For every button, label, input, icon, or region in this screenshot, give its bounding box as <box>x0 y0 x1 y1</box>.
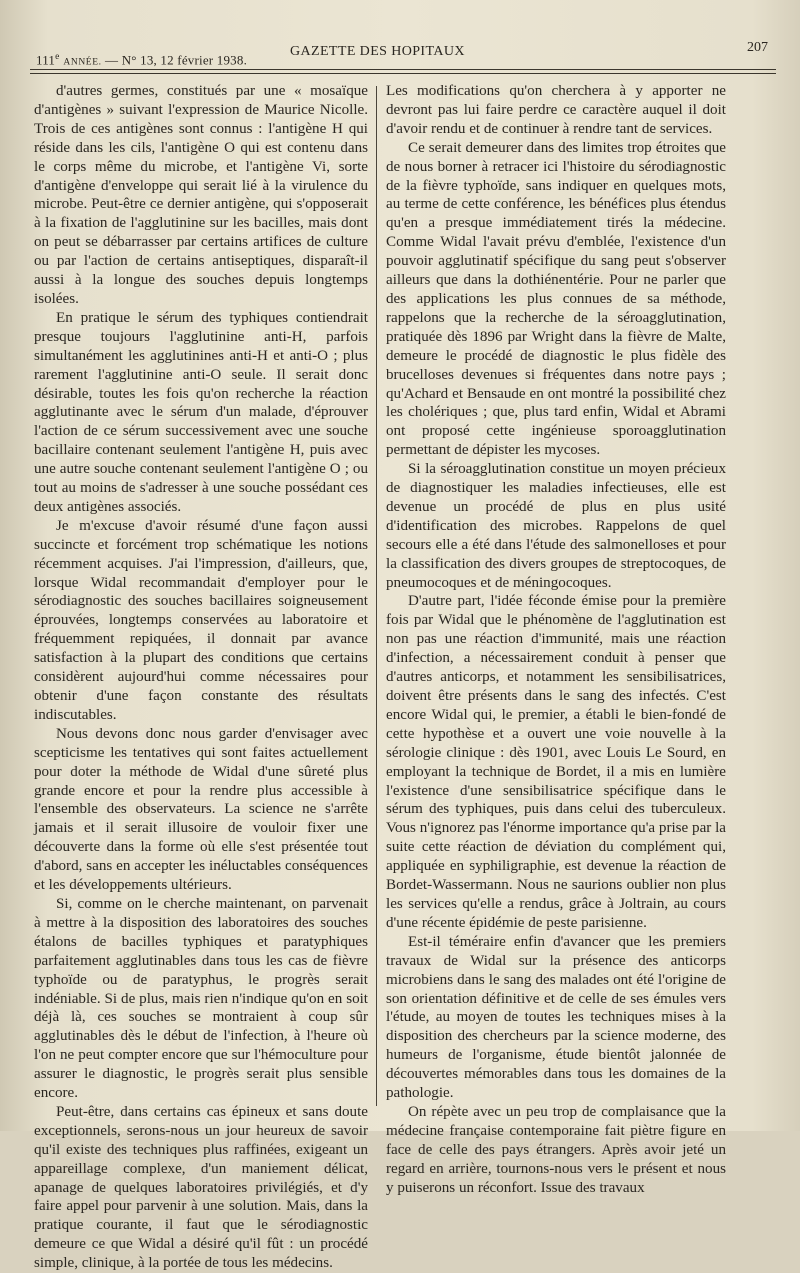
paragraph: Nous devons donc nous garder d'envisager avec scepticisme les tentatives qui sont faites actuellement pour doter la méthode de Widal d'une sûreté plus grande encore et pour la rendre plus accessible à l'ensemble des observateurs. La science ne s'arrête jamais et il serait illusoire de vouloir fixer une découverte dans la forme où elle s'est présentée tout d'abord, sans en accepter les inéluctables conséquences et les développements ultérieurs. <box>34 725 368 894</box>
paragraph: Est-il téméraire enfin d'avancer que les premiers travaux de Widal sur la présence des anticorps microbiens dans le sang des malades ont été l'origine de son orientation définitive et de celle de ses émules vers l'étude, au moyen de toutes les techniques mises à la disposition des chercheurs par la science moderne, des humeurs de l'organisme, étude bientôt jalonnée de découvertes mémorables dans tous les domaines de la pathologie. <box>386 933 726 1102</box>
header-rule <box>30 69 776 70</box>
column-divider <box>376 86 377 1106</box>
year-sup: e <box>55 52 60 62</box>
paragraph: Les modifications qu'on cherchera à y apporter ne devront pas lui faire perdre ce caractère auquel il doit d'avoir rendu et de continuer à rendre tant de services. <box>386 83 726 137</box>
paragraph: En pratique le sérum des typhiques contiendrait presque toujours l'agglutinine anti-H, parfois simultanément les agglutinines anti-H et anti-O ; plus rarement l'agglutinine anti-O seule. Il serait donc désirable, toutes les fois qu'on recherche la réaction agglutinante avec le sérum d'un malade, d'éprouver l'action de ce sérum successivement avec une souche bacillaire contenant seulement l'antigène H, puis avec une autre souche contenant seulement l'antigène O ; ou tout au moins de s'adresser à une souche possédant ces deux antigènes associés. <box>34 309 368 515</box>
running-head <box>28 40 778 70</box>
paragraph: Ce serait demeurer dans des limites trop étroites que de nous borner à retracer ici l'histoire du sérodiagnostic de la fièvre typhoïde, sans indiquer en quelques mots, au terme de cette conférence, les bénéfices plus étendus qu'en a presque immédiatement tirés la médecine. Comme Widal l'avait prévu d'emblée, l'existence d'un pouvoir agglutinatif spécifique du sang peut s'observer ailleurs que dans la dothiénentérie. Pour ne parler que des applications les plus connues de sa méthode, rappelons que la recherche de la séroagglutination, pratiquée dès 1896 par Wright dans la fièvre de Malte, demeure le procédé de diagnostic le plus fidèle des brucelloses devenues si fréquentes dans notre pays ; qu'Achard et Bensaude en ont montré la possibilité chez les cholériques ; que, plus tard enfin, Widal et Abrami ont proposé cette ingénieuse sporoagglutination permettant de dépister les mycoses. <box>386 139 726 459</box>
paragraph: Si la séroagglutination constitue un moyen précieux de diagnostiquer les maladies infectieuses, elle est devenue un procédé de plus en plus usité d'identification des microbes. Rappelons de quel secours elle a été dans l'étude des salmonelloses et pour la classification des divers groupes de streptocoques, de pneumocoques et de méningocoques. <box>386 461 726 591</box>
page-number: 207 <box>747 40 768 55</box>
paragraph: d'autres germes, constitués par une « mosaïque d'antigènes » suivant l'expression de Maurice Nicolle. Trois de ces antigènes sont connus : l'antigène H qui réside dans les cils, l'antigène O qui est contenu dans le corps même du microbe, et l'antigène Vi, sorte d'antigène d'enveloppe qui serait lié à la virulence du microbe. Peut-être ce dernier antigène, qui s'opposerait à la fixation de l'agglutinine sur les bacilles, mais dont on peut se débarrasser par certains artifices de culture ou par l'action de certains antiseptiques, disparaît-il aussi à la longue des souches depuis longtemps isolées. <box>34 83 368 307</box>
paragraph: Peut-être, dans certains cas épineux et sans doute exceptionnels, serons-nous un jour heureux de savoir qu'il existe des techniques plus raffinées, exigeant un appareillage complexe, d'un maniement délicat, apanage de quelques laboratoires privilégiés, et d'y faire appel pour parvenir à une solution. Mais, dans la pratique courante, il faut que le sérodiagnostic demeure ce que Widal a désiré qu'il fût : un procédé simple, clinique, à la portée de tous les médecins. <box>34 1103 368 1272</box>
issue-date: — N° 13, 12 février 1938. <box>105 52 248 68</box>
paragraph: D'autre part, l'idée féconde émise pour la première fois par Widal que le phénomène de l'agglutination est non pas une réaction d'immunité, mais une réaction d'infection, a nécessairement conduit à penser que d'autres anticorps, et notamment les sensibilisatrices, doivent être présents dans le sang des infectés. C'est encore Widal qui, le premier, a établi le bien-fondé de cette hypothèse et a ouvert une voie nouvelle à la sérologie clinique : dès 1901, avec Louis Le Sourd, en employant la technique de Bordet, il a mis en lumière l'existence d'une sensibilisatrice spécifique dans le sérum des typhiques, puis dans celui des tuberculeux. Vous n'ignorez pas l'énorme importance qu'a prise par la suite cette réaction de déviation du complément qui, appliquée en syphiligraphie, est devenue la réaction de Bordet-Wassermann. Nous ne saurions oublier non plus les services qu'elle a rendus, grâce à Joltrain, au cours d'une récente épidémie de peste parisienne. <box>386 593 726 931</box>
issue-line <box>36 52 247 68</box>
journal-title: GAZETTE DES HOPITAUX <box>290 44 465 59</box>
paragraph: Je m'excuse d'avoir résumé d'une façon aussi succincte et forcément trop schématique les notions récemment acquises. J'ai l'impression, d'ailleurs, que, lorsque Widal recommandait d'employer pour le sérodiagnostic des souches bacillaires soigneusement éprouvées, longtemps conservées au laboratoire et fréquemment repiquées, il donnait par avance satisfaction à la plupart des conditions que certains considèrent aujourd'hui comme nécessaires pour obtenir d'une façon constante des résultats indiscutables. <box>34 517 368 723</box>
right-column <box>386 82 726 1197</box>
year-ordinal: 111 <box>36 52 56 68</box>
header-rule-thin <box>30 73 776 74</box>
year-word: ANNÉE. <box>63 57 102 68</box>
left-column <box>34 82 368 1273</box>
paragraph: Si, comme on le cherche maintenant, on parvenait à mettre à la disposition des laboratoires des souches étalons de bacilles typhiques et paratyphiques parfaitement agglutinables dans tous les cas de fièvre typhoïde ou de paratyphus, le progrès serait indéniable. Si de plus, mais rien n'indique qu'on en soit déjà là, ces souches se montraient à coup sûr agglutinables dès le début de l'infection, à l'heure où l'on ne peut compter encore que sur l'hémoculture pour assurer le diagnostic, le progrès serait plus sensible encore. <box>34 895 368 1102</box>
paragraph: On répète avec un peu trop de complaisance que la médecine française contemporaine fait piètre figure en face de celle des pays étrangers. Après avoir jeté un regard en arrière, tournons-nous vers le présent et nous y puiserons un réconfort. Issue des travaux <box>386 1103 726 1196</box>
